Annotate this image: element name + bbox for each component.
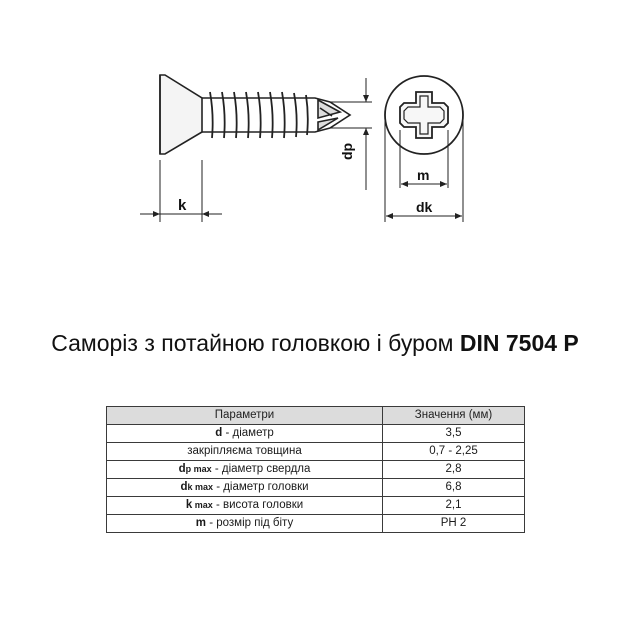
m-label: m bbox=[417, 167, 430, 183]
header-parameters: Параметри bbox=[107, 407, 383, 425]
param-subscript: p max bbox=[185, 464, 212, 474]
param-symbol: k bbox=[185, 499, 193, 511]
param-symbol: d bbox=[180, 481, 188, 493]
table-row bbox=[107, 461, 525, 479]
row-param-dk bbox=[107, 479, 383, 497]
table-row bbox=[107, 497, 525, 515]
row-value: PH 2 bbox=[383, 515, 525, 533]
param-desc: - висота головки bbox=[212, 499, 304, 511]
row-param-m bbox=[107, 515, 383, 533]
table-row bbox=[107, 443, 525, 461]
dk-label: dk bbox=[416, 199, 433, 215]
row-value: 6,8 bbox=[383, 479, 525, 497]
spec-table bbox=[106, 406, 525, 533]
param-desc: - діаметр bbox=[222, 427, 274, 439]
param-symbol: d bbox=[215, 427, 223, 439]
param-symbol: m bbox=[195, 517, 207, 529]
row-param-dp bbox=[107, 461, 383, 479]
screw-technical-drawing bbox=[0, 0, 630, 250]
param-subscript: k max bbox=[187, 482, 213, 492]
row-param-d bbox=[107, 425, 383, 443]
header-values: Значення (мм) bbox=[383, 407, 525, 425]
screw-threads bbox=[210, 92, 308, 138]
param-desc: - розмір під біту bbox=[206, 517, 294, 529]
param-desc: закріпляєма товщина bbox=[187, 445, 302, 457]
row-value: 3,5 bbox=[383, 425, 525, 443]
row-value: 2,1 bbox=[383, 497, 525, 515]
product-standard: DIN 7504 P bbox=[459, 330, 579, 356]
table-row bbox=[107, 425, 525, 443]
row-value: 2,8 bbox=[383, 461, 525, 479]
table-header-row bbox=[107, 407, 525, 425]
screw-side-view bbox=[160, 75, 350, 154]
dp-dimension bbox=[330, 78, 372, 190]
dp-label: dp bbox=[339, 142, 355, 160]
row-param-k bbox=[107, 497, 383, 515]
param-subscript: max bbox=[192, 500, 213, 510]
product-title bbox=[0, 330, 630, 357]
product-title-text: Саморіз з потайною головкою і буром bbox=[51, 330, 454, 356]
table-row bbox=[107, 479, 525, 497]
row-param-thickness bbox=[107, 443, 383, 461]
screw-head-top-view bbox=[385, 76, 463, 154]
param-desc: - діаметр свердла bbox=[211, 463, 311, 475]
row-value: 0,7 - 2,25 bbox=[383, 443, 525, 461]
param-symbol: d bbox=[178, 463, 186, 475]
table-row bbox=[107, 515, 525, 533]
k-label: k bbox=[178, 197, 187, 214]
param-desc: - діаметр головки bbox=[213, 481, 309, 493]
